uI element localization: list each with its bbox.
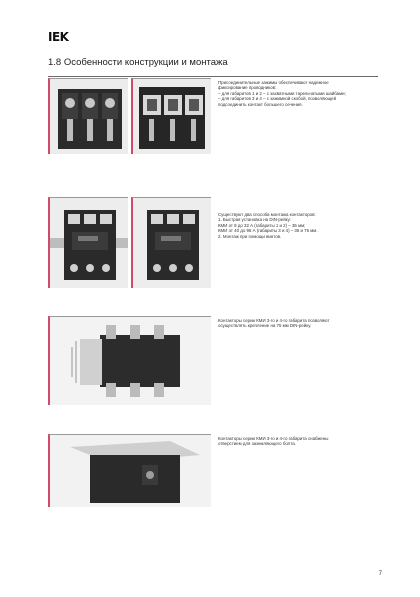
text-line: Контакторы серии КМИ 3-го и 4-го габарита снабжены [218,436,329,441]
photo-din-rail-mounting [48,197,128,288]
text-line: КМИ от 9 до 32 А (габариты 1 и 2) – 35 мм; [218,222,306,228]
text-line: 2. Монтаж при помощи винтов. [218,233,282,239]
photo-terminals-size-1-2 [48,78,128,154]
text-line: Существуют два способа монтажа контакторов: [218,212,316,217]
section-title: 1.8 Особенности конструкции и монтажа [48,57,228,68]
page-number: 7 [378,571,382,577]
terminals-description [218,80,346,107]
title-divider [48,76,378,77]
photo-terminals-size-3-4 [131,78,211,154]
text-line: подсоединить контакт большего сечения. [218,101,303,107]
din-rail-75-description [218,318,330,329]
text-line: – для габаритов 3 и 4 – с зажимной скобой, позволяющей [218,96,337,102]
text-line: фиксирование проводников: [218,85,277,91]
iek-logo: IEK [48,30,69,44]
text-line: отверстием для заземляющего болта. [218,441,296,447]
grounding-description [218,436,328,447]
photo-75mm-din-rail [48,316,211,405]
text-line: Присоединительные зажимы обеспечивают надежное [218,80,329,85]
text-line: КМИ от 40 до 95 А (габариты 3 и 4) – 35 и 75 мм. [218,228,318,234]
text-line: Контакторы серии КМИ 3-го и 4-го габарита позволяют [218,318,330,323]
text-line: – для габаритов 1 и 2 – с захватными тарельчатыми шайбами; [218,90,346,96]
mounting-methods-description [218,212,318,239]
text-line: осуществлять крепление на 75 мм DIN-рейку. [218,323,312,329]
photo-screw-mounting [131,197,211,288]
photo-grounding-bolt [48,434,211,507]
text-line: 1. Быстрая установка на DIN-рейку: [218,217,292,223]
